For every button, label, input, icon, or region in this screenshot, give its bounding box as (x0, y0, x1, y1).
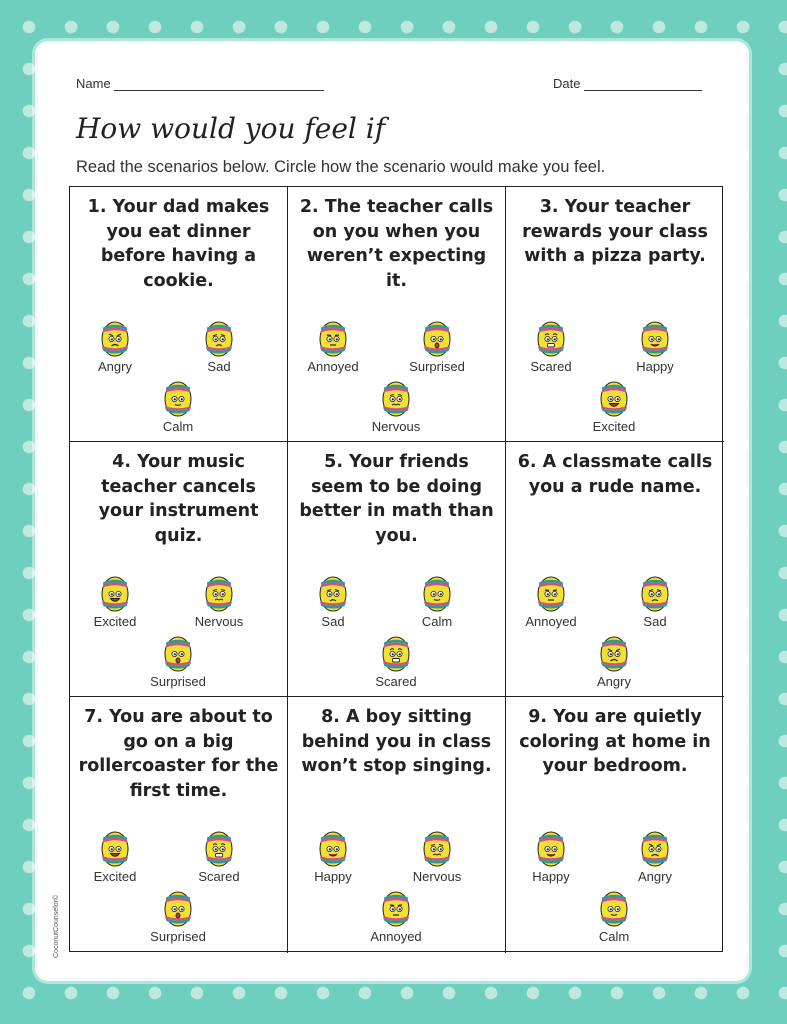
feeling-label: Surprised (409, 359, 465, 374)
feeling-label: Calm (421, 614, 453, 629)
feeling-option-angry[interactable] (70, 319, 160, 374)
scenario-question: 6. A classmate calls you a rude name. (517, 452, 713, 497)
instructions-text: Read the scenarios below. Circle how the scenario would make you feel. (76, 158, 606, 176)
feeling-label: Angry (638, 869, 672, 884)
name-field[interactable] (76, 76, 324, 91)
feeling-option-happy[interactable] (610, 319, 700, 374)
feeling-label: Angry (597, 674, 631, 689)
feeling-option-sad[interactable] (288, 574, 378, 629)
feeling-option-calm[interactable] (392, 574, 482, 629)
surprised-egg-icon (422, 319, 452, 357)
happy-egg-icon (536, 829, 566, 867)
name-label: Name (76, 76, 111, 91)
feeling-label: Surprised (150, 674, 206, 689)
scared-egg-icon (381, 634, 411, 672)
scenario-question: 1. Your dad makes you eat dinner before having a cookie. (87, 197, 270, 291)
feeling-label: Nervous (412, 869, 462, 884)
excited-egg-icon (100, 829, 130, 867)
scenario-cell-1 (70, 187, 288, 442)
feeling-label: Sad (643, 614, 667, 629)
happy-egg-icon (318, 829, 348, 867)
angry-egg-icon (640, 829, 670, 867)
annoyed-egg-icon (536, 574, 566, 612)
surprised-egg-icon (163, 889, 193, 927)
feeling-option-nervous[interactable] (351, 379, 441, 434)
scenario-question: 9. You are quietly coloring at home in your bedroom. (519, 707, 711, 776)
feeling-label: Sad (207, 359, 231, 374)
scared-egg-icon (536, 319, 566, 357)
feeling-label: Calm (598, 929, 630, 944)
feeling-label: Sad (321, 614, 345, 629)
sad-egg-icon (640, 574, 670, 612)
annoyed-egg-icon (381, 889, 411, 927)
feeling-option-surprised[interactable] (133, 634, 223, 689)
feeling-option-angry[interactable] (610, 829, 700, 884)
feeling-label: Nervous (371, 419, 421, 434)
feeling-label: Happy (532, 869, 570, 884)
feeling-label: Scared (530, 359, 572, 374)
scenario-cell-7 (70, 697, 288, 953)
scenario-cell-2 (288, 187, 506, 442)
scenario-question: 8. A boy sitting behind you in class won’t stop singing. (301, 707, 492, 776)
scenario-question: 3. Your teacher rewards your class with a pizza party. (522, 197, 708, 266)
feeling-label: Scared (198, 869, 240, 884)
feeling-option-annoyed[interactable] (288, 319, 378, 374)
scenario-cell-4 (70, 442, 288, 697)
credit-text: CoconutCounselor© (53, 894, 60, 958)
scenario-question: 7. You are about to go on a big rollercoaster for the first time. (78, 707, 279, 801)
date-label: Date (553, 76, 581, 91)
feeling-option-scared[interactable] (351, 634, 441, 689)
calm-egg-icon (422, 574, 452, 612)
feeling-option-happy[interactable] (288, 829, 378, 884)
scenario-cell-6 (506, 442, 724, 697)
feeling-option-nervous[interactable] (392, 829, 482, 884)
excited-egg-icon (599, 379, 629, 417)
feeling-label: Excited (93, 614, 137, 629)
feeling-label: Happy (636, 359, 674, 374)
feeling-label: Annoyed (307, 359, 359, 374)
feeling-label: Excited (93, 869, 137, 884)
feeling-label: Excited (592, 419, 636, 434)
scenario-question: 5. Your friends seem to be doing better in math than you. (299, 452, 494, 546)
scenario-cell-3 (506, 187, 724, 442)
feeling-option-surprised[interactable] (392, 319, 482, 374)
scenario-question: 4. Your music teacher cancels your instrument quiz. (98, 452, 259, 546)
feeling-label: Angry (98, 359, 132, 374)
feeling-option-nervous[interactable] (174, 574, 264, 629)
scenario-cell-5 (288, 442, 506, 697)
feeling-label: Annoyed (525, 614, 577, 629)
excited-egg-icon (100, 574, 130, 612)
nervous-egg-icon (422, 829, 452, 867)
scenario-cell-8 (288, 697, 506, 953)
sad-egg-icon (318, 574, 348, 612)
feeling-option-annoyed[interactable] (351, 889, 441, 944)
feeling-label: Calm (162, 419, 194, 434)
calm-egg-icon (599, 889, 629, 927)
feeling-option-angry[interactable] (569, 634, 659, 689)
feeling-option-excited[interactable] (70, 829, 160, 884)
nervous-egg-icon (204, 574, 234, 612)
scenario-question: 2. The teacher calls on you when you weren’t expecting it. (299, 197, 494, 291)
annoyed-egg-icon (318, 319, 348, 357)
sad-egg-icon (204, 319, 234, 357)
feeling-option-calm[interactable] (133, 379, 223, 434)
name-blank-line[interactable] (114, 78, 324, 91)
angry-egg-icon (599, 634, 629, 672)
feeling-option-sad[interactable] (610, 574, 700, 629)
feeling-option-surprised[interactable] (133, 889, 223, 944)
worksheet-title: How would you feel if (76, 112, 386, 145)
feeling-label: Nervous (194, 614, 244, 629)
feeling-label: Surprised (150, 929, 206, 944)
date-blank-line[interactable] (584, 78, 702, 91)
feeling-option-sad[interactable] (174, 319, 264, 374)
feeling-option-calm[interactable] (569, 889, 659, 944)
feeling-option-happy[interactable] (506, 829, 596, 884)
happy-egg-icon (640, 319, 670, 357)
feeling-label: Scared (375, 674, 417, 689)
scenario-cell-9 (506, 697, 724, 953)
scenario-grid (69, 186, 723, 952)
feeling-label: Happy (314, 869, 352, 884)
feeling-option-annoyed[interactable] (506, 574, 596, 629)
surprised-egg-icon (163, 634, 193, 672)
nervous-egg-icon (381, 379, 411, 417)
date-field[interactable] (553, 76, 702, 91)
calm-egg-icon (163, 379, 193, 417)
feeling-option-scared[interactable] (174, 829, 264, 884)
feeling-label: Annoyed (370, 929, 422, 944)
feeling-option-scared[interactable] (506, 319, 596, 374)
scared-egg-icon (204, 829, 234, 867)
angry-egg-icon (100, 319, 130, 357)
feeling-option-excited[interactable] (569, 379, 659, 434)
feeling-option-excited[interactable] (70, 574, 160, 629)
